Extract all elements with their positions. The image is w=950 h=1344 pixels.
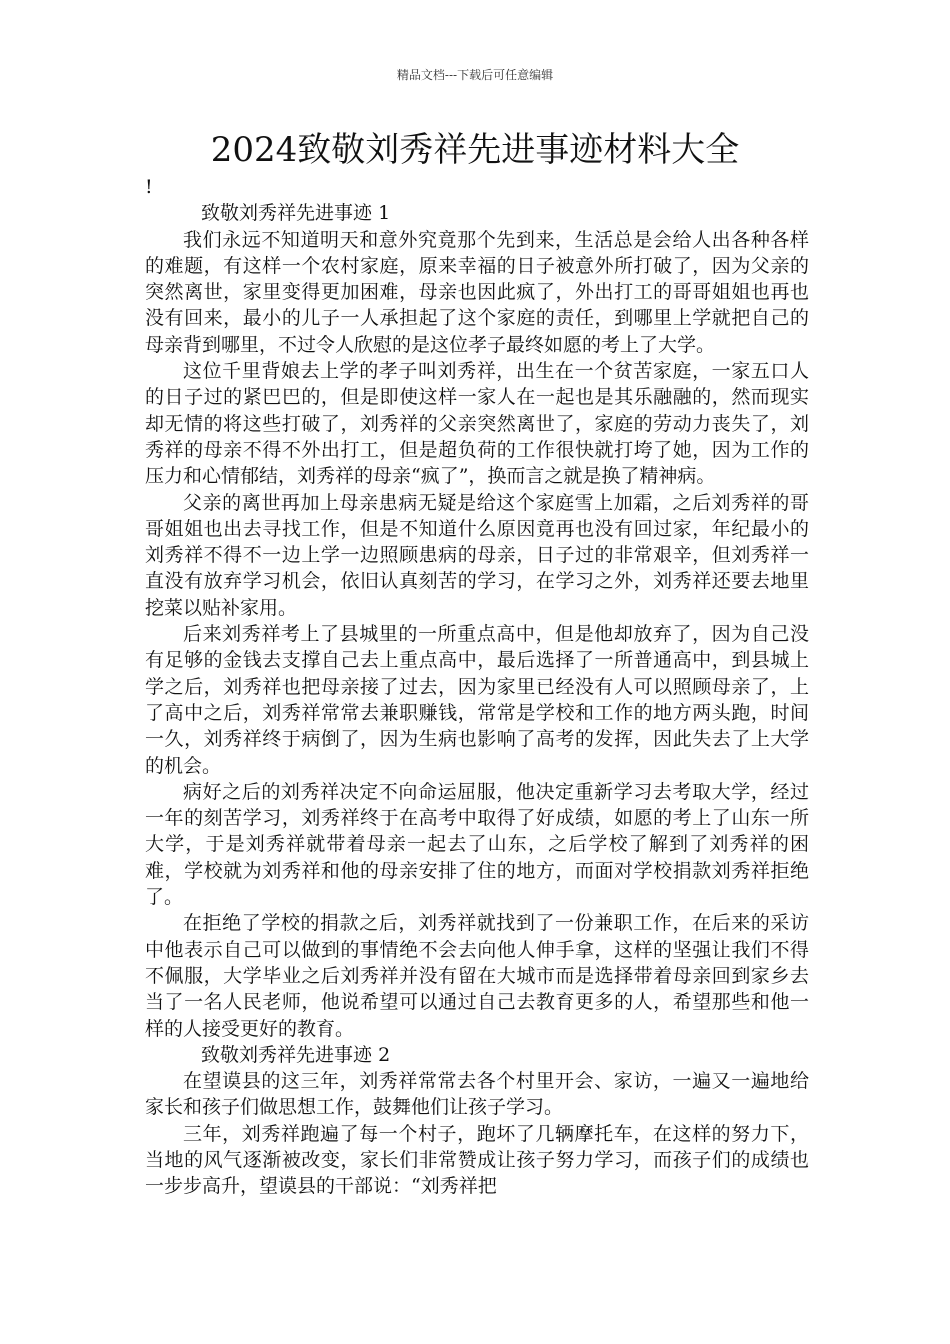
body-paragraph: 后来刘秀祥考上了县城里的一所重点高中，但是他却放弃了，因为自己没有足够的金钱去支撑自己去上重点高中，最后选择了一所普通高中，到县城上学之后，刘秀祥也把母亲接了过去，因为家里已经没有人可以照顾母亲了，上了高中之后，刘秀祥常常去兼职赚钱，常常是学校和工作的地方两头跑，时间一久，刘秀祥终于病倒了，因为生病也影响了高考的发挥，因此失去了上大学的机会。 bbox=[145, 623, 809, 777]
stray-exclamation: ! bbox=[145, 176, 153, 198]
body-paragraph: 在望谟县的这三年，刘秀祥常常去各个村里开会、家访，一遍又一遍地给家长和孩子们做思想工作，鼓舞他们让孩子学习。 bbox=[145, 1070, 809, 1119]
section-heading: 致敬刘秀祥先进事迹 1 bbox=[201, 202, 391, 225]
section-heading: 致敬刘秀祥先进事迹 2 bbox=[201, 1043, 391, 1066]
body-paragraph: 三年，刘秀祥跑遍了每一个村子，跑坏了几辆摩托车，在这样的努力下，当地的风气逐渐被改变，家长们非常赞成让孩子努力学习，而孩子们的成绩也一步步高升，望谟县的干部说：“刘秀祥把 bbox=[145, 1122, 809, 1198]
page-title: 2024致敬刘秀祥先进事迹材料大全 bbox=[210, 130, 740, 170]
page-header-note: 精品文档---下载后可任意编辑 bbox=[396, 68, 554, 82]
body-paragraph: 父亲的离世再加上母亲患病无疑是给这个家庭雪上加霜，之后刘秀祥的哥哥姐姐也出去寻找工作，但是不知道什么原因竟再也没有回过家，年纪最小的刘秀祥不得不一边上学一边照顾患病的母亲，日子过的非常艰辛，但刘秀祥一直没有放弃学习机会，依旧认真刻苦的学习，在学习之外，刘秀祥还要去地里挖菜以贴补家用。 bbox=[145, 491, 809, 619]
body-paragraph: 我们永远不知道明天和意外究竟那个先到来，生活总是会给人出各种各样的难题，有这样一个农村家庭，原来幸福的日子被意外所打破了，因为父亲的突然离世，家里变得更加困难，母亲也因此疯了，外出打工的哥哥姐姐也再也没有回来，最小的儿子一人承担起了这个家庭的责任，到哪里上学就把自己的母亲背到哪里，不过令人欣慰的是这位孝子最终如愿的考上了大学。 bbox=[145, 228, 809, 356]
body-paragraph: 病好之后的刘秀祥决定不向命运屈服，他决定重新学习去考取大学，经过一年的刻苦学习，刘秀祥终于在高考中取得了好成绩，如愿的考上了山东一所大学，于是刘秀祥就带着母亲一起去了山东，之后学校了解到了刘秀祥的困难，学校就为刘秀祥和他的母亲安排了住的地方，而面对学校捐款刘秀祥拒绝了。 bbox=[145, 780, 809, 909]
document-body bbox=[145, 174, 809, 1200]
body-paragraph: 这位千里背娘去上学的孝子叫刘秀祥，出生在一个贫苦家庭，一家五口人的日子过的紧巴巴的，但是即使这样一家人在一起也是其乐融融的，然而现实却无情的将这些打破了，刘秀祥的父亲突然离世了，家庭的劳动力丧失了，刘秀祥的母亲不得不外出打工，但是超负荷的工作很快就打垮了她，因为工作的压力和心情郁结，刘秀祥的母亲“疯了”，换而言之就是换了精神病。 bbox=[145, 360, 809, 488]
body-paragraph: 在拒绝了学校的捐款之后，刘秀祥就找到了一份兼职工作，在后来的采访中他表示自己可以做到的事情绝不会去向他人伸手拿，这样的坚强让我们不得不佩服，大学毕业之后刘秀祥并没有留在大城市而是选择带着母亲回到家乡去当了一名人民老师，他说希望可以通过自己去教育更多的人，希望那些和他一样的人接受更好的教育。 bbox=[145, 912, 809, 1040]
